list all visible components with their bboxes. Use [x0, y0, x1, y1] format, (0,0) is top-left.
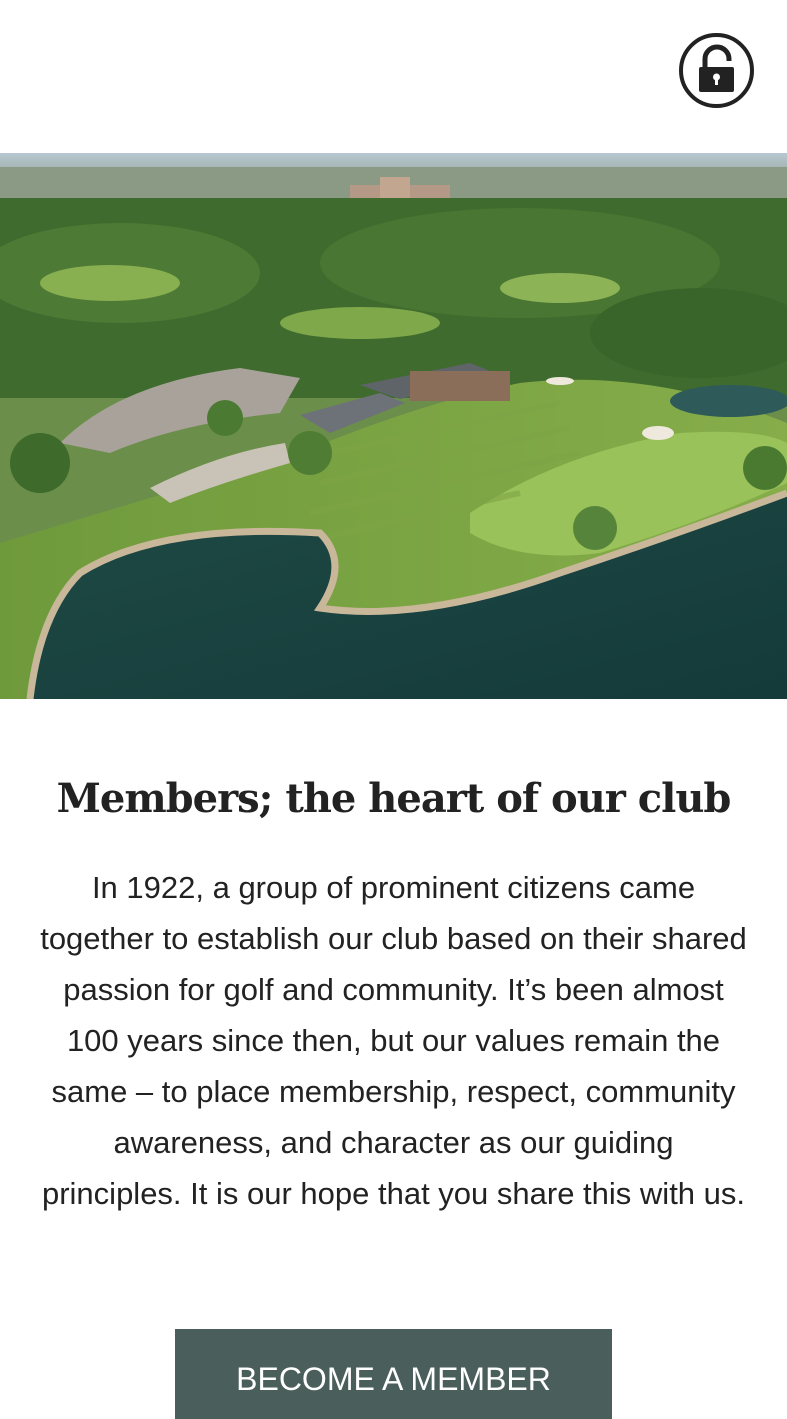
hero-image: [0, 153, 787, 699]
site-header: [0, 0, 787, 153]
golf-course-aerial-photo: [0, 153, 787, 699]
become-member-button[interactable]: BECOME A MEMBER: [175, 1329, 612, 1419]
section-heading: Members; the heart of our club: [56, 775, 731, 822]
lock-open-icon: [683, 37, 750, 104]
section-body-text: In 1922, a group of prominent citizens came together to establish our club based on their shared passion for golf and community. It’s been almost 100 years since then, but our values remain the same – to place membership, respect, community awareness, and character as our guiding principles. It is our hope that you share this with us.: [40, 870, 747, 1211]
member-login-button[interactable]: [679, 33, 754, 108]
members-section: [0, 699, 787, 1399]
